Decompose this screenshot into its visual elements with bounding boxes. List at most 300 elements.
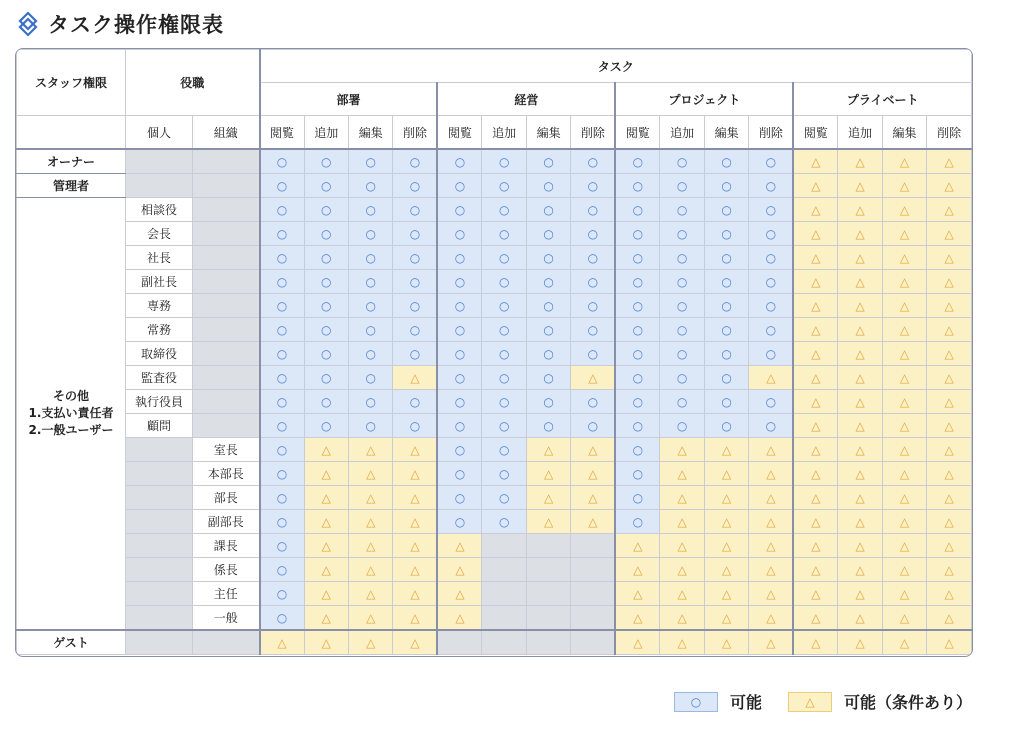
organization-role: [193, 222, 260, 246]
permission-ok: ○: [615, 510, 659, 534]
individual-role: 社長: [126, 246, 193, 270]
permission-ok: ○: [615, 174, 659, 198]
permission-conditional: △: [260, 630, 304, 655]
permission-conditional: △: [793, 366, 837, 390]
permission-ok: ○: [704, 414, 748, 438]
permission-ok: ○: [571, 149, 615, 174]
permission-conditional: △: [838, 630, 882, 655]
permission-ok: ○: [437, 294, 481, 318]
permission-ok: ○: [260, 342, 304, 366]
permission-ok: ○: [526, 366, 570, 390]
permission-conditional: △: [882, 222, 926, 246]
table-row: [17, 149, 972, 174]
permission-conditional: △: [615, 606, 659, 631]
permission-conditional: △: [704, 534, 748, 558]
permission-ok: ○: [526, 390, 570, 414]
permission-conditional: △: [882, 606, 926, 631]
permission-ok: ○: [615, 294, 659, 318]
permission-table: [15, 48, 973, 657]
table-row: [17, 246, 972, 270]
permission-ok: ○: [482, 366, 526, 390]
permission-ok: ○: [660, 414, 704, 438]
permission-ok: ○: [393, 149, 437, 174]
permission-ok: ○: [571, 294, 615, 318]
group-header: 部署: [260, 83, 438, 116]
legend-ok-label: 可能: [729, 693, 762, 712]
permission-conditional: △: [927, 462, 972, 486]
permission-ok: ○: [704, 198, 748, 222]
staff-label: ゲスト: [17, 630, 126, 655]
action-header: 編集: [704, 116, 748, 150]
permission-conditional: △: [927, 246, 972, 270]
permission-ok: ○: [660, 174, 704, 198]
permission-ok: ○: [526, 318, 570, 342]
permission-ok: ○: [749, 342, 793, 366]
permission-conditional: △: [393, 366, 437, 390]
individual-role: 専務: [126, 294, 193, 318]
permission-ok: ○: [304, 342, 348, 366]
permission-ok: ○: [260, 174, 304, 198]
permission-conditional: △: [927, 510, 972, 534]
permission-conditional: △: [304, 558, 348, 582]
permission-conditional: △: [793, 414, 837, 438]
permission-conditional: △: [882, 630, 926, 655]
permission-conditional: △: [927, 174, 972, 198]
permission-conditional: △: [749, 534, 793, 558]
permission-conditional: △: [838, 390, 882, 414]
permission-conditional: △: [615, 534, 659, 558]
permission-ok: ○: [571, 414, 615, 438]
permission-ok: ○: [260, 462, 304, 486]
permission-conditional: △: [838, 438, 882, 462]
permission-conditional: △: [882, 414, 926, 438]
action-header: 削除: [571, 116, 615, 150]
individual-role: [126, 462, 193, 486]
permission-conditional: △: [793, 390, 837, 414]
permission-conditional: △: [393, 606, 437, 631]
permission-conditional: △: [571, 366, 615, 390]
staff-other-label: [17, 198, 126, 631]
table-row: [17, 534, 972, 558]
permission-ok: ○: [482, 462, 526, 486]
permission-conditional: △: [704, 606, 748, 631]
permission-conditional: △: [660, 510, 704, 534]
permission-ok: ○: [437, 198, 481, 222]
table-row: [17, 342, 972, 366]
permission-conditional: △: [927, 294, 972, 318]
organization-role: [193, 318, 260, 342]
individual-role: 執行役員: [126, 390, 193, 414]
permission-ok: ○: [393, 198, 437, 222]
individual-role: 顧問: [126, 414, 193, 438]
permission-conditional: △: [927, 198, 972, 222]
permission-conditional: △: [437, 534, 481, 558]
permission-conditional: △: [793, 438, 837, 462]
permission-ok: ○: [260, 198, 304, 222]
action-header: 閲覧: [437, 116, 481, 150]
permission-ok: ○: [482, 318, 526, 342]
permission-conditional: △: [882, 486, 926, 510]
permission-conditional: △: [882, 174, 926, 198]
table-row: [17, 486, 972, 510]
individual-role: 副社長: [126, 270, 193, 294]
permission-conditional: △: [660, 582, 704, 606]
permission-ok: ○: [260, 582, 304, 606]
permission-conditional: △: [704, 486, 748, 510]
individual-role: 常務: [126, 318, 193, 342]
permission-ok: ○: [615, 318, 659, 342]
permission-conditional: △: [526, 486, 570, 510]
legend-cond-swatch: △: [788, 692, 832, 712]
permission-ok: ○: [437, 149, 481, 174]
table-row: [17, 390, 972, 414]
permission-ok: ○: [615, 246, 659, 270]
permission-conditional: △: [615, 582, 659, 606]
individual-role: [126, 606, 193, 631]
organization-role: 部長: [193, 486, 260, 510]
permission-conditional: △: [838, 582, 882, 606]
permission-ok: ○: [348, 414, 392, 438]
permission-ok: ○: [482, 149, 526, 174]
permission-conditional: △: [838, 174, 882, 198]
permission-none: [437, 630, 481, 655]
permission-conditional: △: [660, 630, 704, 655]
permission-ok: ○: [526, 222, 570, 246]
permission-conditional: △: [927, 534, 972, 558]
permission-ok: ○: [526, 294, 570, 318]
permission-ok: ○: [482, 198, 526, 222]
permission-ok: ○: [348, 246, 392, 270]
permission-ok: ○: [260, 366, 304, 390]
permission-conditional: △: [927, 630, 972, 655]
table-row: [17, 558, 972, 582]
permission-ok: ○: [437, 270, 481, 294]
permission-ok: ○: [571, 270, 615, 294]
permission-conditional: △: [793, 582, 837, 606]
permission-conditional: △: [393, 558, 437, 582]
permission-conditional: △: [571, 462, 615, 486]
permission-ok: ○: [615, 438, 659, 462]
permission-conditional: △: [793, 630, 837, 655]
permission-ok: ○: [526, 342, 570, 366]
permission-conditional: △: [393, 582, 437, 606]
permission-conditional: △: [882, 438, 926, 462]
permission-ok: ○: [749, 198, 793, 222]
individual-role: 監査役: [126, 366, 193, 390]
permission-ok: ○: [437, 390, 481, 414]
table-row: [17, 174, 972, 198]
permission-conditional: △: [348, 582, 392, 606]
permission-ok: ○: [260, 222, 304, 246]
permission-conditional: △: [882, 270, 926, 294]
permission-conditional: △: [437, 558, 481, 582]
permission-conditional: △: [838, 366, 882, 390]
permission-none: [482, 606, 526, 631]
permission-conditional: △: [660, 486, 704, 510]
permission-conditional: △: [393, 534, 437, 558]
table-row: [17, 294, 972, 318]
individual-role: [126, 149, 193, 174]
permission-conditional: △: [882, 582, 926, 606]
permission-conditional: △: [927, 342, 972, 366]
action-header: 閲覧: [615, 116, 659, 150]
permission-ok: ○: [260, 510, 304, 534]
staff-sub-blank: [17, 116, 126, 150]
permission-conditional: △: [304, 486, 348, 510]
permission-ok: ○: [437, 486, 481, 510]
permission-ok: ○: [749, 414, 793, 438]
permission-ok: ○: [348, 366, 392, 390]
action-header: 追加: [838, 116, 882, 150]
permission-conditional: △: [749, 558, 793, 582]
permission-conditional: △: [793, 558, 837, 582]
permission-conditional: △: [793, 510, 837, 534]
permission-conditional: △: [348, 486, 392, 510]
permission-conditional: △: [704, 630, 748, 655]
permission-ok: ○: [660, 318, 704, 342]
permission-ok: ○: [615, 390, 659, 414]
permission-conditional: △: [615, 558, 659, 582]
individual-role: 相談役: [126, 198, 193, 222]
permission-ok: ○: [704, 366, 748, 390]
permission-conditional: △: [927, 582, 972, 606]
permission-conditional: △: [793, 318, 837, 342]
permission-ok: ○: [260, 294, 304, 318]
permission-ok: ○: [749, 294, 793, 318]
permission-ok: ○: [482, 438, 526, 462]
page-title: [14, 8, 224, 40]
permission-ok: ○: [437, 462, 481, 486]
permission-conditional: △: [348, 558, 392, 582]
permission-ok: ○: [482, 414, 526, 438]
permission-ok: ○: [526, 246, 570, 270]
permission-ok: ○: [393, 390, 437, 414]
permission-ok: ○: [526, 414, 570, 438]
permission-conditional: △: [927, 318, 972, 342]
permission-conditional: △: [882, 198, 926, 222]
organization-role: [193, 174, 260, 198]
permission-conditional: △: [437, 606, 481, 631]
permission-ok: ○: [704, 390, 748, 414]
permission-ok: ○: [482, 270, 526, 294]
permission-conditional: △: [348, 606, 392, 631]
permission-ok: ○: [749, 390, 793, 414]
permission-none: [526, 606, 570, 631]
permission-ok: ○: [260, 438, 304, 462]
permission-conditional: △: [838, 270, 882, 294]
permission-ok: ○: [260, 246, 304, 270]
permission-none: [482, 582, 526, 606]
permission-conditional: △: [838, 606, 882, 631]
legend-cond-label: 可能（条件あり）: [843, 693, 972, 712]
permission-ok: ○: [437, 246, 481, 270]
permission-conditional: △: [660, 558, 704, 582]
permission-ok: ○: [348, 390, 392, 414]
staff-other-line: 1.支払い責任者: [28, 406, 114, 420]
organization-role: [193, 342, 260, 366]
organization-role: 係長: [193, 558, 260, 582]
permission-ok: ○: [749, 318, 793, 342]
permission-conditional: △: [882, 246, 926, 270]
permission-conditional: △: [304, 630, 348, 655]
permission-ok: ○: [482, 174, 526, 198]
action-header: 追加: [482, 116, 526, 150]
permission-conditional: △: [526, 462, 570, 486]
permission-conditional: △: [393, 462, 437, 486]
permission-conditional: △: [749, 606, 793, 631]
permission-conditional: △: [304, 438, 348, 462]
organization-role: 本部長: [193, 462, 260, 486]
permission-conditional: △: [927, 270, 972, 294]
staff-other-line: その他: [52, 389, 89, 403]
permission-ok: ○: [615, 414, 659, 438]
permission-conditional: △: [615, 630, 659, 655]
permission-conditional: △: [882, 149, 926, 174]
action-header: 追加: [660, 116, 704, 150]
legend-ok-swatch: ○: [674, 692, 718, 712]
permission-none: [571, 558, 615, 582]
permission-ok: ○: [526, 174, 570, 198]
permission-ok: ○: [437, 222, 481, 246]
permission-conditional: △: [660, 606, 704, 631]
permission-conditional: △: [793, 294, 837, 318]
permission-ok: ○: [437, 342, 481, 366]
permission-conditional: △: [927, 558, 972, 582]
permission-ok: ○: [348, 198, 392, 222]
organization-header: 組織: [193, 116, 260, 150]
permission-conditional: △: [526, 510, 570, 534]
permission-ok: ○: [393, 342, 437, 366]
organization-role: [193, 414, 260, 438]
permission-conditional: △: [882, 390, 926, 414]
permission-conditional: △: [838, 462, 882, 486]
permission-ok: ○: [615, 486, 659, 510]
permission-ok: ○: [304, 222, 348, 246]
permission-conditional: △: [882, 294, 926, 318]
permission-conditional: △: [838, 318, 882, 342]
permission-ok: ○: [348, 149, 392, 174]
permission-conditional: △: [660, 462, 704, 486]
action-header: 閲覧: [260, 116, 304, 150]
permission-ok: ○: [571, 222, 615, 246]
permission-ok: ○: [571, 198, 615, 222]
permission-conditional: △: [704, 558, 748, 582]
permission-conditional: △: [793, 246, 837, 270]
action-header: 編集: [882, 116, 926, 150]
permission-none: [571, 582, 615, 606]
permission-ok: ○: [260, 534, 304, 558]
permission-conditional: △: [927, 606, 972, 631]
permission-ok: ○: [348, 222, 392, 246]
permission-ok: ○: [437, 414, 481, 438]
permission-ok: ○: [660, 366, 704, 390]
table-row: [17, 198, 972, 222]
permission-ok: ○: [260, 558, 304, 582]
permission-conditional: △: [838, 510, 882, 534]
permission-ok: ○: [348, 342, 392, 366]
table-row: [17, 318, 972, 342]
permission-conditional: △: [838, 149, 882, 174]
permission-conditional: △: [749, 438, 793, 462]
table-row: [17, 510, 972, 534]
permission-conditional: △: [304, 606, 348, 631]
permission-ok: ○: [393, 174, 437, 198]
permission-conditional: △: [571, 438, 615, 462]
group-header: プロジェクト: [615, 83, 793, 116]
permission-ok: ○: [615, 149, 659, 174]
permission-ok: ○: [348, 294, 392, 318]
permission-ok: ○: [304, 246, 348, 270]
permission-conditional: △: [927, 149, 972, 174]
permission-none: [526, 534, 570, 558]
title-text: タスク操作権限表: [48, 13, 224, 37]
organization-role: [193, 246, 260, 270]
permission-ok: ○: [482, 342, 526, 366]
permission-ok: ○: [393, 246, 437, 270]
individual-role: [126, 582, 193, 606]
permission-ok: ○: [260, 270, 304, 294]
permission-conditional: △: [793, 342, 837, 366]
permission-ok: ○: [393, 414, 437, 438]
permission-ok: ○: [704, 246, 748, 270]
group-header: プライベート: [793, 83, 971, 116]
permission-ok: ○: [571, 342, 615, 366]
permission-conditional: △: [793, 606, 837, 631]
permission-ok: ○: [704, 342, 748, 366]
permission-ok: ○: [304, 318, 348, 342]
individual-role: [126, 558, 193, 582]
table-row: [17, 462, 972, 486]
permission-ok: ○: [526, 198, 570, 222]
permission-none: [482, 630, 526, 655]
permission-conditional: △: [793, 534, 837, 558]
organization-role: [193, 390, 260, 414]
permission-ok: ○: [615, 366, 659, 390]
table-row: [17, 270, 972, 294]
permission-ok: ○: [749, 149, 793, 174]
staff-label: 管理者: [17, 174, 126, 198]
permission-conditional: △: [437, 582, 481, 606]
permission-conditional: △: [882, 558, 926, 582]
individual-role: 取締役: [126, 342, 193, 366]
permission-ok: ○: [260, 318, 304, 342]
permission-conditional: △: [348, 630, 392, 655]
permission-ok: ○: [615, 270, 659, 294]
permission-ok: ○: [348, 174, 392, 198]
action-header: 削除: [393, 116, 437, 150]
permission-conditional: △: [793, 222, 837, 246]
permission-conditional: △: [838, 342, 882, 366]
permission-ok: ○: [704, 318, 748, 342]
permission-ok: ○: [482, 294, 526, 318]
action-header: 削除: [749, 116, 793, 150]
action-header: 編集: [526, 116, 570, 150]
permission-ok: ○: [304, 294, 348, 318]
permission-ok: ○: [660, 198, 704, 222]
permission-ok: ○: [393, 222, 437, 246]
permission-ok: ○: [260, 414, 304, 438]
permission-conditional: △: [882, 318, 926, 342]
permission-conditional: △: [838, 534, 882, 558]
permission-ok: ○: [260, 149, 304, 174]
permission-ok: ○: [393, 270, 437, 294]
permission-ok: ○: [704, 149, 748, 174]
organization-role: [193, 198, 260, 222]
individual-role: [126, 438, 193, 462]
table-row: [17, 630, 972, 655]
permission-none: [571, 630, 615, 655]
permission-conditional: △: [927, 486, 972, 510]
